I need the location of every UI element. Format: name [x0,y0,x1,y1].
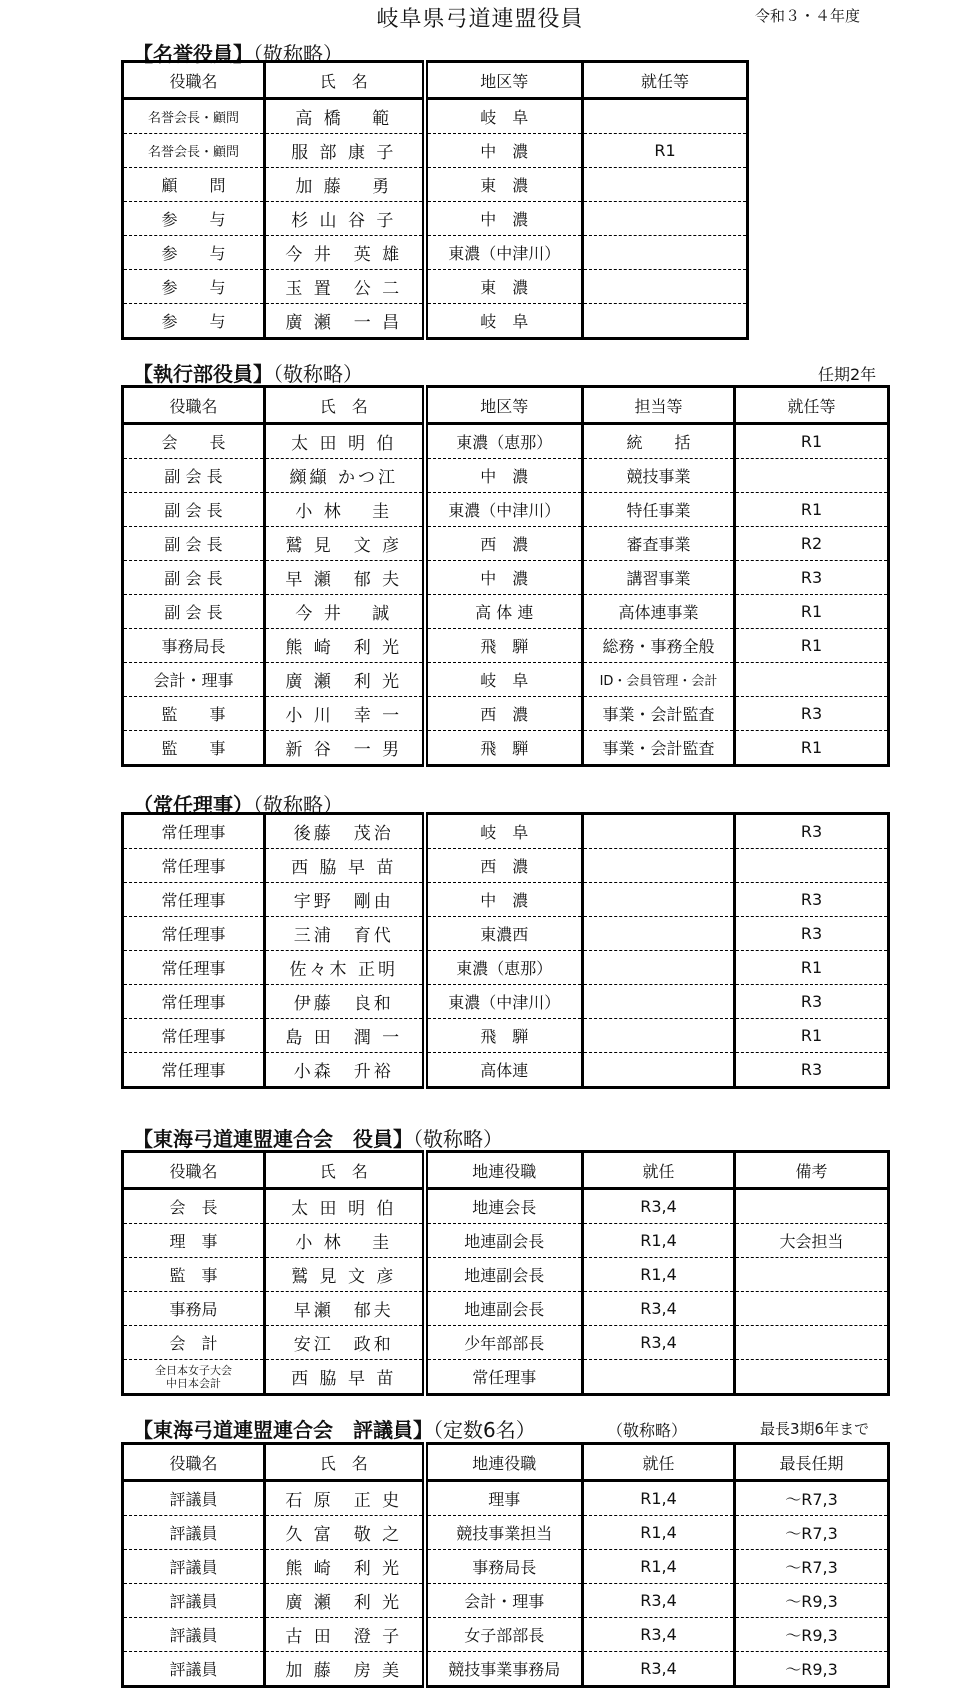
table-row [123,1652,889,1687]
table-row [123,202,748,236]
post-cell: 常任理事 [425,1360,583,1395]
post-cell: 地連副会長 [425,1292,583,1326]
term-cell: R3 [735,697,889,731]
name-cell: 今 井 誠 [265,595,425,629]
role-cell: 参 与 [123,202,265,236]
term-cell: R1 [735,595,889,629]
post-cell: 会計・理事 [425,1584,583,1618]
role-line-1: 全日本女子大会 [155,1363,232,1377]
term-cell [583,168,748,202]
role-cell: 副 会 長 [123,595,265,629]
term-cell [735,849,889,883]
role-cell: 評議員 [123,1584,265,1618]
max-term-cell: ～R7,3 [735,1550,889,1584]
post-cell: 事務局長 [425,1550,583,1584]
column-header: 就任等 [583,62,748,99]
standing-heading-note: （敬称略） [253,793,343,817]
table-row [123,1360,889,1395]
role-cell: 事務局長 [123,629,265,663]
term-cell [583,304,748,339]
column-header: 就任 [583,1444,735,1481]
tokai-officers-heading-title: 【東海弓道連盟連合会 役員】 [133,1127,413,1151]
role-cell: 参 与 [123,270,265,304]
page-title: 岐阜県弓道連盟役員 [376,7,584,32]
role-cell: 副 会 長 [123,561,265,595]
name-cell: 熊 崎 利 光 [265,629,425,663]
table-row [123,629,889,663]
region-cell: 東濃西 [425,917,583,951]
remarks-cell: 大会担当 [735,1224,889,1258]
name-cell: 西 脇 早 苗 [265,1360,425,1395]
term-cell: R1,4 [583,1481,735,1516]
post-cell: 地連副会長 [425,1224,583,1258]
term-cell: R3 [735,917,889,951]
tokai-officers-heading [133,1123,503,1152]
region-cell: 西 濃 [425,697,583,731]
role-cell: 評議員 [123,1516,265,1550]
max-term-cell: ～R9,3 [785,1660,838,1679]
table-row [123,424,889,459]
table-row [123,917,889,951]
tokai-councilors-heading-title: 【東海弓道連盟連合会 評議員】 [133,1418,433,1442]
column-header: 氏 名 [265,1152,425,1189]
executive-heading [133,358,363,387]
name-cell: 廣 瀬 一 昌 [265,304,425,339]
table-row [123,1292,889,1326]
tokai-councilors-heading [133,1414,536,1443]
name-cell: 宇野 剛由 [265,883,425,917]
name-cell: 服 部 康 子 [265,134,425,168]
table-header-row [123,1152,889,1189]
region-cell: 東濃（中津川） [425,493,583,527]
region-cell: 飛 騨 [425,731,583,766]
region-cell: 中 濃 [425,459,583,493]
region-cell: 岐 阜 [425,663,583,697]
tokai-councilors-table [121,1442,890,1688]
column-header: 担当等 [583,387,735,424]
term-cell: R3,4 [583,1584,735,1618]
region-cell: 西 濃 [425,527,583,561]
table-row [123,951,889,985]
term-cell: R3 [735,561,889,595]
column-header: 地区等 [425,387,583,424]
term-cell: R3,4 [583,1652,735,1687]
max-term-cell: ～R9,3 [735,1584,889,1618]
region-cell: 東濃（中津川） [425,236,583,270]
region-cell: 東 濃 [425,168,583,202]
name-cell: 太 田 明 伯 [265,424,425,459]
region-cell: 岐 阜 [425,99,583,134]
table-row [123,459,889,493]
role-cell: 副 会 長 [123,527,265,561]
term-cell [583,202,748,236]
role-cell: 監 事 [123,731,265,766]
duty-cell [583,917,735,951]
role-cell: 常任理事 [123,814,265,849]
name-cell: 島 田 潤 一 [265,1019,425,1053]
role-cell: 事務局 [123,1292,265,1326]
name-cell: 鷲 見 文 彦 [265,1258,425,1292]
role-cell: 名誉会長・顧問 [123,134,265,168]
name-cell: 後藤 茂治 [265,814,425,849]
post-cell: 競技事業事務局 [425,1652,583,1687]
name-cell: 石 原 正 史 [265,1481,425,1516]
role-cell: 会 長 [123,424,265,459]
max-term-cell: ～R9,3 [735,1618,889,1652]
duty-cell [583,951,735,985]
table-row [123,1481,889,1516]
tokai-officers-heading-note: （敬称略） [413,1127,503,1151]
term-cell: R1 [583,134,748,168]
executive-heading-title: 【執行部役員】 [133,362,273,386]
remarks-cell [735,1189,889,1224]
role-cell: 評議員 [123,1652,265,1687]
term-cell [735,663,889,697]
name-cell: 伊藤 良和 [265,985,425,1019]
term-cell: R1,4 [583,1550,735,1584]
table-row [123,561,889,595]
duty-cell: 統 括 [583,424,735,459]
region-cell: 東濃（中津川） [425,985,583,1019]
role-cell: 常任理事 [123,985,265,1019]
term-cell [735,459,889,493]
role-cell: 常任理事 [123,849,265,883]
post-cell: 競技事業担当 [425,1516,583,1550]
name-cell: 熊 崎 利 光 [265,1550,425,1584]
column-header: 氏 名 [265,387,425,424]
tokai-officers-table [121,1150,890,1396]
table-row [123,883,889,917]
role-cell: 会 計 [123,1326,265,1360]
tokai-councilors-quota: （定数6名） [433,1418,536,1442]
name-cell: 早 瀬 郁 夫 [265,561,425,595]
remarks-cell [735,1258,889,1292]
region-cell: 東濃（恵那） [425,424,583,459]
region-cell: 西 濃 [425,849,583,883]
term-cell: R3 [735,814,889,849]
name-cell: 西 脇 早 苗 [265,849,425,883]
term-cell [583,1360,735,1395]
table-row [123,697,889,731]
term-cell: R1,4 [583,1516,735,1550]
tokai-councilors-limit: 最長3期6年まで [760,1420,870,1438]
duty-cell [583,1019,735,1053]
standing-heading-title: （常任理事） [133,793,253,817]
name-cell: 杉 山 谷 子 [265,202,425,236]
role-cell: 理 事 [123,1224,265,1258]
role-cell: 常任理事 [123,1019,265,1053]
name-cell: 廣 瀬 利 光 [265,663,425,697]
role-cell: 顧 問 [123,168,265,202]
duty-cell: 競技事業 [583,459,735,493]
role-cell: 評議員 [123,1481,265,1516]
post-cell: 地連会長 [425,1189,583,1224]
table-row [123,1224,889,1258]
post-cell: 理事 [425,1481,583,1516]
table-row [123,849,889,883]
remarks-cell [735,1326,889,1360]
max-term-cell: ～R7,3 [735,1516,889,1550]
name-cell: 纐纈 かつ江 [265,459,425,493]
role-cell: 会 長 [123,1189,265,1224]
fiscal-year: 令和３・４年度 [754,7,860,25]
duty-cell: ID・会員管理・会計 [583,663,735,697]
role-cell: 名誉会長・顧問 [123,99,265,134]
remarks-cell [735,1292,889,1326]
duty-cell [583,1053,735,1088]
table-header-row [123,387,889,424]
table-row [123,134,748,168]
column-header: 備考 [735,1152,889,1189]
table-row [123,1550,889,1584]
term-cell: R3,4 [583,1326,735,1360]
name-cell: 新 谷 一 男 [265,731,425,766]
executive-table [121,385,890,767]
role-cell [123,1360,265,1395]
role-cell: 評議員 [123,1550,265,1584]
role-cell: 副 会 長 [123,493,265,527]
duty-cell [583,849,735,883]
term-cell: R3,4 [583,1292,735,1326]
tokai-councilors-note: （敬称略） [607,1421,688,1440]
name-cell: 佐々木 正明 [265,951,425,985]
region-cell: 飛 騨 [425,629,583,663]
term-cell: R1 [735,493,889,527]
honorary-table [121,60,749,340]
table-row [123,1584,889,1618]
table-row [123,527,889,561]
term-cell: R1,4 [583,1224,735,1258]
table-row [123,595,889,629]
role-cell: 常任理事 [123,1053,265,1088]
name-cell: 三浦 育代 [265,917,425,951]
term-cell: R3 [735,985,889,1019]
honorary-heading-title: 【名誉役員】 [133,42,253,66]
term-cell: R2 [735,527,889,561]
term-cell: R1,4 [583,1258,735,1292]
duty-cell [583,814,735,849]
column-header: 氏 名 [265,1444,425,1481]
duty-cell: 事業・会計監査 [583,697,735,731]
table-row [123,1618,889,1652]
name-cell: 久 富 敬 之 [265,1516,425,1550]
name-cell: 加 藤 勇 [265,168,425,202]
name-cell: 玉 置 公 二 [265,270,425,304]
role-cell: 会計・理事 [123,663,265,697]
table-row [123,1326,889,1360]
role-cell: 監 事 [123,1258,265,1292]
column-header: 地連役職 [425,1444,583,1481]
name-cell: 早瀬 郁夫 [265,1292,425,1326]
post-cell: 女子部部長 [425,1618,583,1652]
table-row [123,663,889,697]
region-cell: 東 濃 [425,270,583,304]
table-row [123,731,889,766]
column-header: 就任等 [735,387,889,424]
table-row [123,1019,889,1053]
name-cell: 小 川 幸 一 [265,697,425,731]
table-row [123,985,889,1019]
post-cell: 少年部部長 [425,1326,583,1360]
term-cell: R3,4 [583,1618,735,1652]
term-cell: R1 [735,629,889,663]
term-cell [583,99,748,134]
column-header: 就任 [583,1152,735,1189]
role-cell: 監 事 [123,697,265,731]
name-cell: 加 藤 房 美 [265,1652,425,1687]
duty-cell: 事業・会計監査 [583,731,735,766]
role-cell: 評議員 [123,1618,265,1652]
region-cell: 岐 阜 [425,814,583,849]
region-cell: 中 濃 [425,134,583,168]
name-cell: 今 井 英 雄 [265,236,425,270]
column-header: 最長任期 [735,1444,889,1481]
role-cell: 参 与 [123,236,265,270]
column-header: 役職名 [123,62,265,99]
standing-table [121,812,890,1089]
table-row [123,1053,889,1088]
executive-term: 任期2年 [818,365,877,384]
region-cell: 中 濃 [425,883,583,917]
region-cell: 中 濃 [425,202,583,236]
table-row [123,304,748,339]
column-header: 役職名 [123,387,265,424]
role-cell: 常任理事 [123,883,265,917]
table-header-row [123,1444,889,1481]
name-cell: 小 林 圭 [265,1224,425,1258]
duty-cell: 総務・事務全般 [583,629,735,663]
region-cell: 中 濃 [425,561,583,595]
name-cell: 小森 升裕 [265,1053,425,1088]
name-cell: 小 林 圭 [265,493,425,527]
name-cell: 鷲 見 文 彦 [265,527,425,561]
column-header: 役職名 [123,1152,265,1189]
region-cell: 高 体 連 [425,595,583,629]
role-cell: 参 与 [123,304,265,339]
table-row [123,270,748,304]
post-cell: 地連副会長 [425,1258,583,1292]
region-cell: 東濃（恵那） [425,951,583,985]
duty-cell [583,883,735,917]
term-cell: R1 [735,1019,889,1053]
name-cell: 安江 政和 [265,1326,425,1360]
role-cell: 常任理事 [123,951,265,985]
role-cell: 副 会 長 [123,459,265,493]
role-cell: 常任理事 [123,917,265,951]
term-cell: R3,4 [583,1189,735,1224]
name-cell: 太 田 明 伯 [265,1189,425,1224]
region-cell: 高体連 [425,1053,583,1088]
name-cell: 高 橋 範 [265,99,425,134]
column-header: 地連役職 [425,1152,583,1189]
duty-cell: 高体連事業 [583,595,735,629]
term-cell: R1 [735,424,889,459]
table-row [123,1189,889,1224]
table-row [123,814,889,849]
term-cell [583,270,748,304]
table-row [123,1258,889,1292]
term-cell [583,236,748,270]
term-cell: R1 [800,738,823,757]
term-cell: R1 [735,951,889,985]
table-row [123,236,748,270]
term-cell: R3 [735,883,889,917]
column-header: 地区等 [425,62,583,99]
table-row [123,1516,889,1550]
term-cell: R3 [800,1060,823,1079]
role-line-2: 中日本会計 [166,1376,221,1390]
table-row [123,99,748,134]
honorary-heading-note: （敬称略） [253,42,343,66]
table-row [123,168,748,202]
duty-cell: 審査事業 [583,527,735,561]
executive-heading-note: （敬称略） [273,362,363,386]
column-header: 氏 名 [265,62,425,99]
remarks-cell [735,1360,889,1395]
region-cell: 岐 阜 [425,304,583,339]
name-cell: 古 田 澄 子 [265,1618,425,1652]
max-term-cell: ～R7,3 [735,1481,889,1516]
region-cell: 飛 騨 [425,1019,583,1053]
table-header-row [123,62,748,99]
name-cell: 廣 瀬 利 光 [265,1584,425,1618]
table-row [123,493,889,527]
duty-cell: 特任事業 [583,493,735,527]
duty-cell [583,985,735,1019]
duty-cell: 講習事業 [583,561,735,595]
column-header: 役職名 [123,1444,265,1481]
